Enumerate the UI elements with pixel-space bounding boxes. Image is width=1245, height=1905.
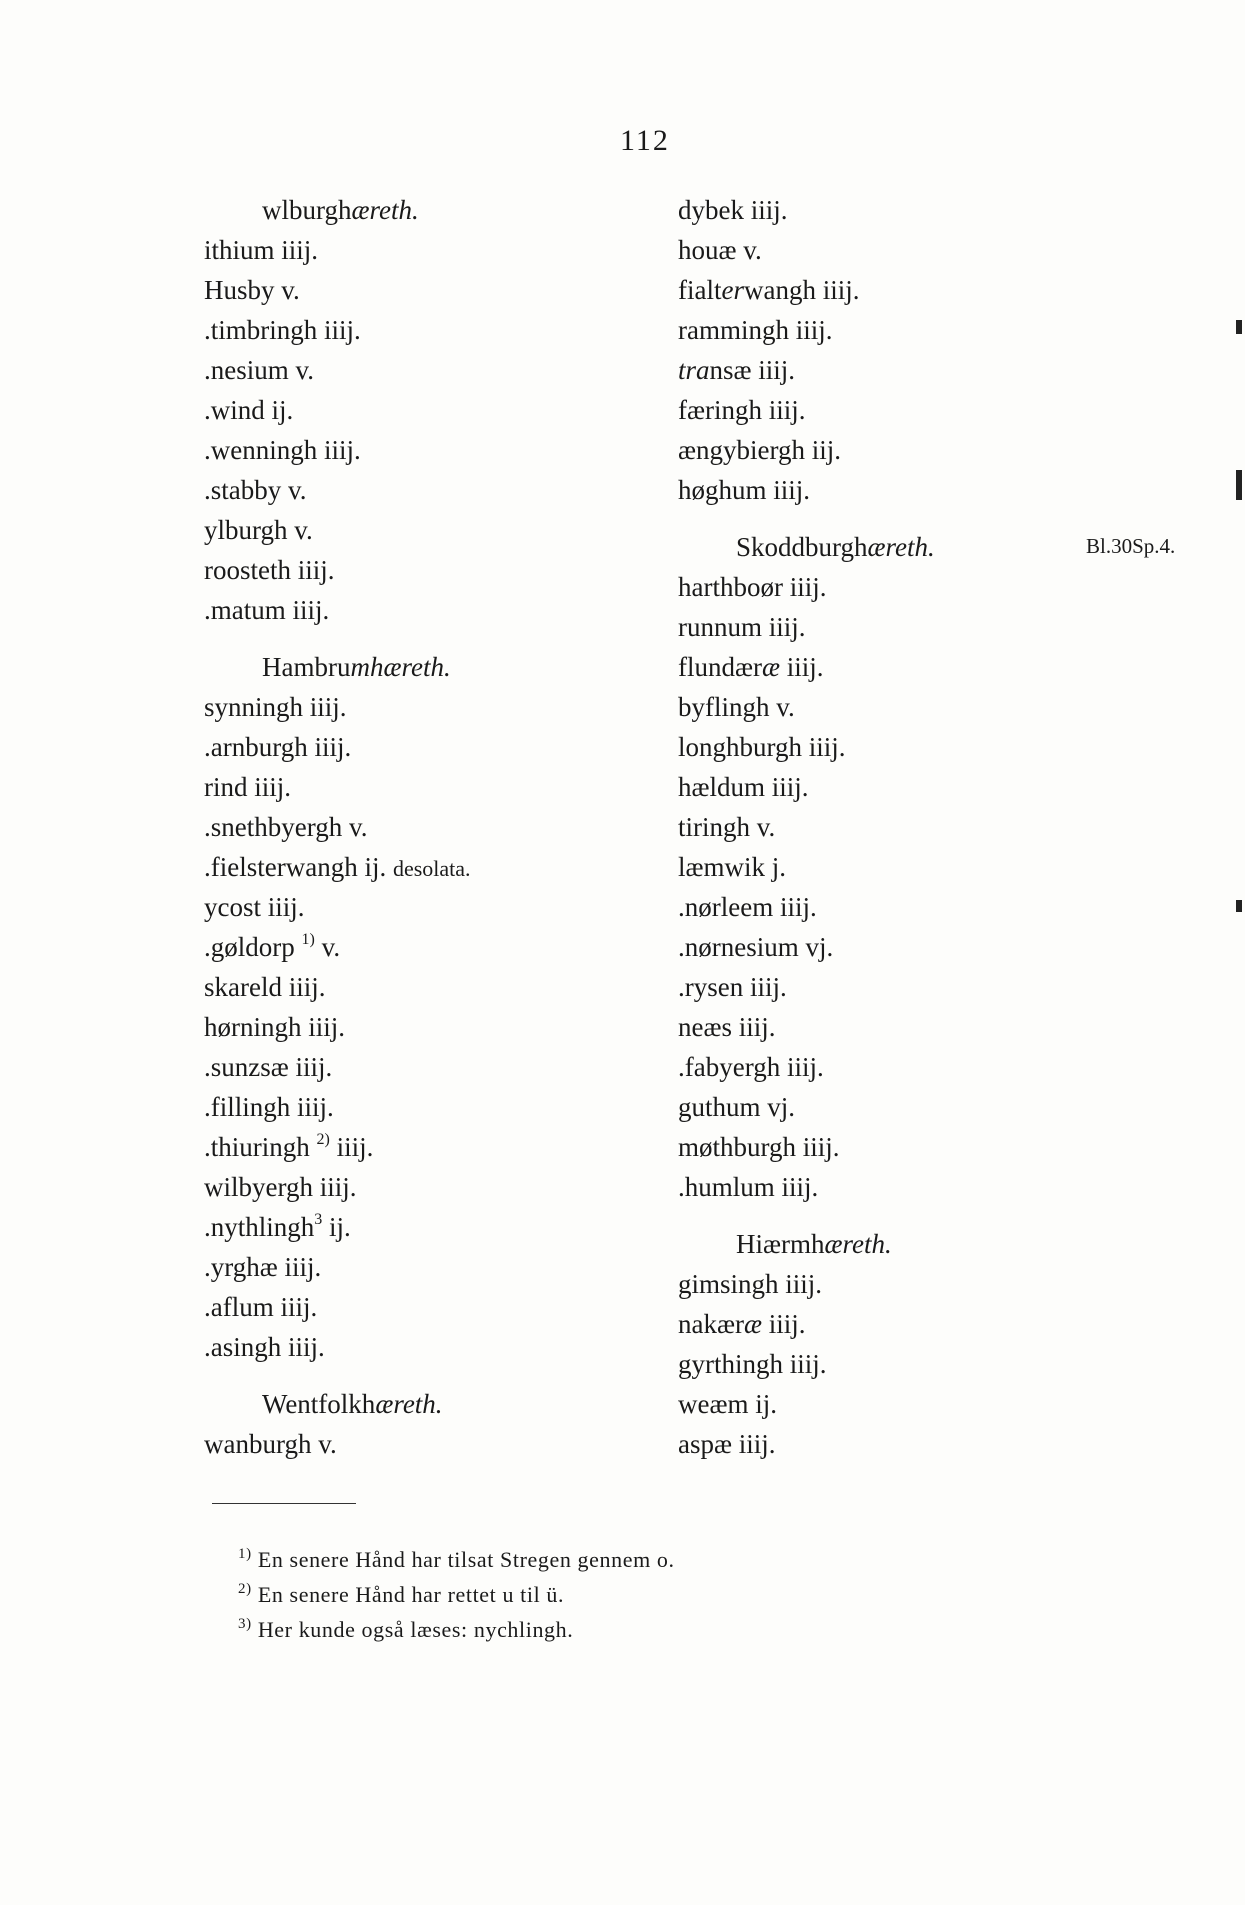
list-item: roosteth iiij. <box>204 555 335 585</box>
section-heading-skoddburgh: Skoddburghæreth. <box>736 532 935 562</box>
list-item: .nørnesium vj. <box>678 932 834 962</box>
list-item: aspæ iiij. <box>678 1429 776 1459</box>
list-item: .arnburgh iiij. <box>204 732 352 762</box>
section-heading-hiaermh: Hiærmhæreth. <box>736 1229 892 1259</box>
section-entries-skoddburgh <box>678 567 1118 1207</box>
list-item: transæ iiij. <box>678 355 796 385</box>
right-column <box>678 190 1118 1464</box>
footnote-1: $^{1)}$ En senere Hånd har tilsat Stregen gennem o. <box>238 1545 675 1572</box>
list-item: .gøldorp $^{1)}$ v. <box>204 931 341 962</box>
list-item: .matum iiij. <box>204 595 330 625</box>
scan-edge-mark <box>1236 320 1242 334</box>
list-item: .fillingh iiij. <box>204 1092 334 1122</box>
list-item: nakæræ iiij. <box>678 1309 806 1339</box>
list-item: høghum iiij. <box>678 475 811 505</box>
list-item: .nørleem iiij. <box>678 892 817 922</box>
left-column <box>204 190 644 1464</box>
list-item: ylburgh v. <box>204 515 313 545</box>
list-item: rind iiij. <box>204 772 291 802</box>
list-item: .rysen iiij. <box>678 972 787 1002</box>
list-item: .aflum iiij. <box>204 1292 318 1322</box>
list-item: longhburgh iiij. <box>678 732 846 762</box>
list-item: ithium iiij. <box>204 235 319 265</box>
scan-edge-mark <box>1236 470 1242 500</box>
scan-edge-mark <box>1236 900 1242 912</box>
list-item: .yrghæ iiij. <box>204 1252 322 1282</box>
section-entries-hambrum <box>204 687 644 1367</box>
list-item: hørningh iiij. <box>204 1012 345 1042</box>
list-item: synningh iiij. <box>204 692 347 722</box>
footnotes <box>238 1542 1038 1647</box>
page-number: 112 <box>620 124 670 157</box>
annotation-desolata: desolata. <box>392 856 471 881</box>
list-item: skareld iiij. <box>204 972 326 1002</box>
list-item: .stabby v. <box>204 475 307 505</box>
section-entries-wlburgh <box>204 230 644 630</box>
list-item: .sunzsæ iiij. <box>204 1052 333 1082</box>
list-item: .asingh iiij. <box>204 1332 325 1362</box>
list-item: wilbyergh iiij. <box>204 1172 357 1202</box>
list-item: ængybiergh iij. <box>678 435 842 465</box>
list-item: møthburgh iiij. <box>678 1132 840 1162</box>
list-item: wanburgh v. <box>204 1429 337 1459</box>
list-item: .snethbyergh v. <box>204 812 368 842</box>
list-item: .wind ij. <box>204 395 294 425</box>
list-item: dybek iiij. <box>678 195 788 225</box>
footnote-ref: 3 <box>314 1211 323 1228</box>
section-entries-continued <box>678 190 1118 510</box>
footnote-divider <box>212 1503 356 1504</box>
margin-reference: Bl.30Sp.4. <box>1086 534 1176 558</box>
list-item: gimsingh iiij. <box>678 1269 823 1299</box>
list-item: byflingh v. <box>678 692 795 722</box>
list-item: hældum iiij. <box>678 772 809 802</box>
list-item: tiringh v. <box>678 812 776 842</box>
list-item: fialterwangh iiij. <box>678 275 860 305</box>
list-item: .timbringh iiij. <box>204 315 361 345</box>
list-item: .fabyergh iiij. <box>678 1052 824 1082</box>
section-heading-wlburgh: wlburghæreth. <box>262 195 419 225</box>
section-heading-hambrum: Hambrumhæreth. <box>262 652 451 682</box>
section-heading-wentfolkh: Wentfolkhæreth. <box>262 1389 443 1419</box>
list-item: houæ v. <box>678 235 762 265</box>
list-item: .nesium v. <box>204 355 314 385</box>
list-item: flundæræ iiij. <box>678 652 824 682</box>
list-item: Husby v. <box>204 275 300 305</box>
list-item: .fielsterwangh ij. desolata. <box>204 852 471 882</box>
section-entries-wentfolkh <box>204 1424 644 1464</box>
footnote-3: $^{3)}$ Her kunde også læses: nychlingh. <box>238 1615 574 1642</box>
footnote-ref: 2) <box>316 1131 330 1148</box>
list-item: guthum vj. <box>678 1092 796 1122</box>
list-item: færingh iiij. <box>678 395 806 425</box>
list-item: rammingh iiij. <box>678 315 833 345</box>
list-item: runnum iiij. <box>678 612 806 642</box>
footnote-2: $^{2)}$ En senere Hånd har rettet u til ü. <box>238 1580 565 1607</box>
list-item: neæs iiij. <box>678 1012 776 1042</box>
section-entries-hiaermh <box>678 1264 1118 1464</box>
list-item: .nythlingh$^3$ ij. <box>204 1211 351 1242</box>
list-item: .wenningh iiij. <box>204 435 361 465</box>
list-item: weæm ij. <box>678 1389 777 1419</box>
list-item: læmwik j. <box>678 852 787 882</box>
list-item: harthboør iiij. <box>678 572 827 602</box>
footnote-ref: 1) <box>301 931 315 948</box>
list-item: gyrthingh iiij. <box>678 1349 827 1379</box>
list-item: .thiuringh $^{2)}$ iiij. <box>204 1131 374 1162</box>
list-item: ycost iiij. <box>204 892 305 922</box>
list-item: .humlum iiij. <box>678 1172 819 1202</box>
